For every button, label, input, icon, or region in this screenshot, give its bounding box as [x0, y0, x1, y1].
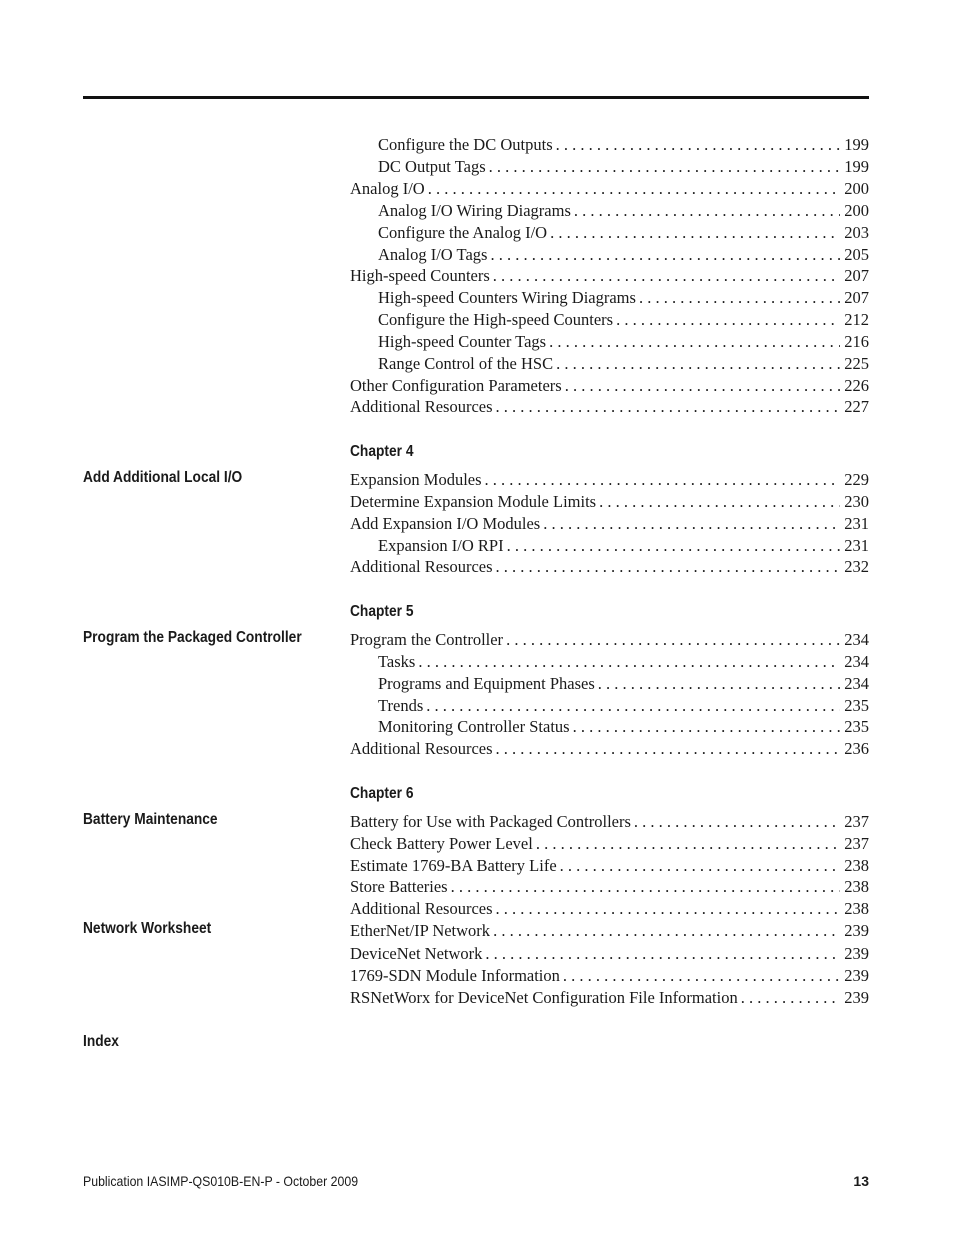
toc-entry-page: 226 [844, 376, 869, 395]
toc-leader [503, 629, 840, 651]
toc-entry[interactable] [378, 716, 869, 738]
toc-entry[interactable] [378, 287, 869, 309]
toc-entry-title: DC Output Tags [378, 157, 486, 176]
toc-entry[interactable] [350, 629, 869, 651]
toc-entry-page: 239 [844, 988, 869, 1007]
toc-entry-page: 234 [844, 652, 869, 671]
toc-leader [482, 469, 841, 491]
toc-entry[interactable] [378, 673, 869, 695]
toc-entry-page: 237 [844, 834, 869, 853]
toc-entry-title: Analog I/O Tags [378, 245, 488, 264]
toc-entry-title: Expansion I/O RPI [378, 536, 504, 555]
toc-leader [570, 716, 841, 738]
toc-entry-title: Tasks [378, 652, 416, 671]
toc-leader [533, 833, 840, 855]
footer-page-number: 13 [853, 1173, 869, 1189]
chapter-6-label: Chapter 6 [350, 785, 414, 802]
toc-entry-title: Range Control of the HSC [378, 354, 554, 373]
toc-entry-title: Programs and Equipment Phases [378, 674, 595, 693]
toc-entry-title: Add Expansion I/O Modules [350, 514, 541, 533]
toc-entry[interactable] [350, 920, 869, 942]
toc-entry-title: Battery for Use with Packaged Controllers [350, 812, 631, 831]
toc-entry-title: EtherNet/IP Network [350, 921, 491, 940]
toc-entry-title: Store Batteries [350, 877, 448, 896]
toc-entry-page: 235 [844, 717, 869, 736]
toc-entry-page: 207 [844, 288, 869, 307]
toc-entry-title: 1769-SDN Module Information [350, 966, 560, 985]
toc-entry-page: 205 [844, 245, 869, 264]
toc-entry-page: 234 [844, 674, 869, 693]
toc-leader [631, 811, 840, 833]
toc-entry[interactable] [350, 396, 869, 418]
toc-entry-title: Additional Resources [350, 739, 493, 758]
toc-entry[interactable] [350, 855, 869, 877]
toc-entry-title: Analog I/O Wiring Diagrams [378, 201, 571, 220]
toc-entry[interactable] [350, 556, 869, 578]
toc-leader [486, 156, 841, 178]
toc-leader [448, 876, 841, 898]
toc-entry-page: 234 [844, 630, 869, 649]
toc-leader [493, 738, 841, 760]
toc-entry[interactable] [378, 651, 869, 673]
toc-entry-page: 239 [844, 966, 869, 985]
toc-leader [493, 898, 841, 920]
toc-entry[interactable] [378, 222, 869, 244]
toc-entry-title: RSNetWorx for DeviceNet Configuration File Information [350, 988, 738, 1007]
toc-entry[interactable] [350, 987, 869, 1009]
toc-entry-title: Program the Controller [350, 630, 504, 649]
toc-entry[interactable] [378, 134, 869, 156]
toc-leader [425, 178, 841, 200]
toc-entry[interactable] [378, 156, 869, 178]
toc-entry-page: 227 [844, 397, 869, 416]
toc-entry-title: Additional Resources [350, 397, 493, 416]
toc-entry[interactable] [378, 309, 869, 331]
toc-entry-page: 207 [844, 266, 869, 285]
toc-entry-title: Configure the DC Outputs [378, 135, 553, 154]
toc-entry[interactable] [378, 353, 869, 375]
network-worksheet-title[interactable]: Network Worksheet [83, 920, 212, 937]
toc-entry-page: 200 [844, 201, 869, 220]
toc-entry-title: DeviceNet Network [350, 944, 483, 963]
toc-leader [415, 651, 840, 673]
toc-leader [504, 535, 841, 557]
toc-entry[interactable] [350, 811, 869, 833]
toc-leader [546, 331, 840, 353]
toc-leader [636, 287, 840, 309]
toc-entry[interactable] [350, 738, 869, 760]
toc-entry-page: 199 [844, 135, 869, 154]
chapter-4-title[interactable]: Add Additional Local I/O [83, 469, 243, 486]
toc-entry-title: Additional Resources [350, 899, 493, 918]
toc-entry-title: Monitoring Controller Status [378, 717, 570, 736]
toc-entry-page: 230 [844, 492, 869, 511]
toc-leader [547, 222, 840, 244]
toc-leader [571, 200, 840, 222]
toc-leader [423, 695, 840, 717]
toc-entry-page: 238 [844, 856, 869, 875]
toc-entry[interactable] [378, 695, 869, 717]
toc-leader [490, 265, 840, 287]
index-title[interactable]: Index [83, 1033, 119, 1050]
toc-entry[interactable] [350, 375, 869, 397]
toc-entry-page: 199 [844, 157, 869, 176]
toc-entry-page: 229 [844, 470, 869, 489]
toc-leader [482, 943, 840, 965]
toc-entry-title: High-speed Counters Wiring Diagrams [378, 288, 636, 307]
toc-entry-page: 239 [844, 944, 869, 963]
toc-entry[interactable] [378, 331, 869, 353]
toc-entry-page: 225 [844, 354, 869, 373]
toc-entry[interactable] [378, 244, 869, 266]
toc-leader [553, 134, 841, 156]
toc-entry[interactable] [378, 200, 869, 222]
toc-leader [596, 491, 840, 513]
toc-leader [487, 244, 840, 266]
toc-leader [560, 965, 840, 987]
toc-entry-title: Analog I/O [350, 179, 425, 198]
toc-entry[interactable] [350, 265, 869, 287]
toc-entry[interactable] [350, 513, 869, 535]
toc-entry[interactable] [350, 469, 869, 491]
toc-entry-title: Other Configuration Parameters [350, 376, 562, 395]
header-rule [83, 96, 869, 99]
chapter-4-label: Chapter 4 [350, 443, 414, 460]
toc-entry-title: High-speed Counter Tags [378, 332, 547, 351]
toc-entry[interactable] [350, 898, 869, 920]
toc-entry[interactable] [350, 178, 869, 200]
toc-entry-page: 239 [844, 921, 869, 940]
toc-leader [493, 556, 841, 578]
toc-entry[interactable] [378, 535, 869, 557]
toc-leader [613, 309, 840, 331]
toc-entry-title: High-speed Counters [350, 266, 490, 285]
toc-entry-title: Determine Expansion Module Limits [350, 492, 597, 511]
toc-entry-page: 200 [844, 179, 869, 198]
toc-entry[interactable] [350, 943, 869, 965]
chapter-5-title[interactable]: Program the Packaged Controller [83, 629, 302, 646]
toc-entry-title: Trends [378, 696, 424, 715]
toc-entry[interactable] [350, 491, 869, 513]
chapter-5-label: Chapter 5 [350, 603, 414, 620]
toc-leader [557, 855, 841, 877]
footer-publication: Publication IASIMP-QS010B-EN-P - October 2009 [83, 1173, 359, 1189]
toc-leader [553, 353, 840, 375]
toc-leader [562, 375, 841, 397]
toc-entry-page: 212 [844, 310, 869, 329]
toc-leader [595, 673, 840, 695]
toc-entry[interactable] [350, 965, 869, 987]
toc-leader [738, 987, 841, 1009]
toc-entry-page: 236 [844, 739, 869, 758]
toc-entry-page: 237 [844, 812, 869, 831]
toc-entry-page: 216 [844, 332, 869, 351]
toc-entry-title: Check Battery Power Level [350, 834, 533, 853]
toc-entry-page: 231 [844, 536, 869, 555]
toc-entry-page: 231 [844, 514, 869, 533]
toc-leader [540, 513, 840, 535]
toc-entry-title: Additional Resources [350, 557, 493, 576]
chapter-6-title[interactable]: Battery Maintenance [83, 811, 218, 828]
toc-entry-page: 235 [844, 696, 869, 715]
toc-leader [493, 396, 841, 418]
toc-entry-page: 232 [844, 557, 869, 576]
toc-leader [490, 920, 840, 942]
toc-entry[interactable] [350, 876, 869, 898]
toc-entry-title: Estimate 1769-BA Battery Life [350, 856, 557, 875]
toc-entry-page: 238 [844, 877, 869, 896]
toc-entry-page: 238 [844, 899, 869, 918]
toc-entry-title: Configure the Analog I/O [378, 223, 548, 242]
toc-entry-title: Configure the High-speed Counters [378, 310, 614, 329]
toc-entry-page: 203 [844, 223, 869, 242]
toc-entry[interactable] [350, 833, 869, 855]
toc-entry-title: Expansion Modules [350, 470, 482, 489]
